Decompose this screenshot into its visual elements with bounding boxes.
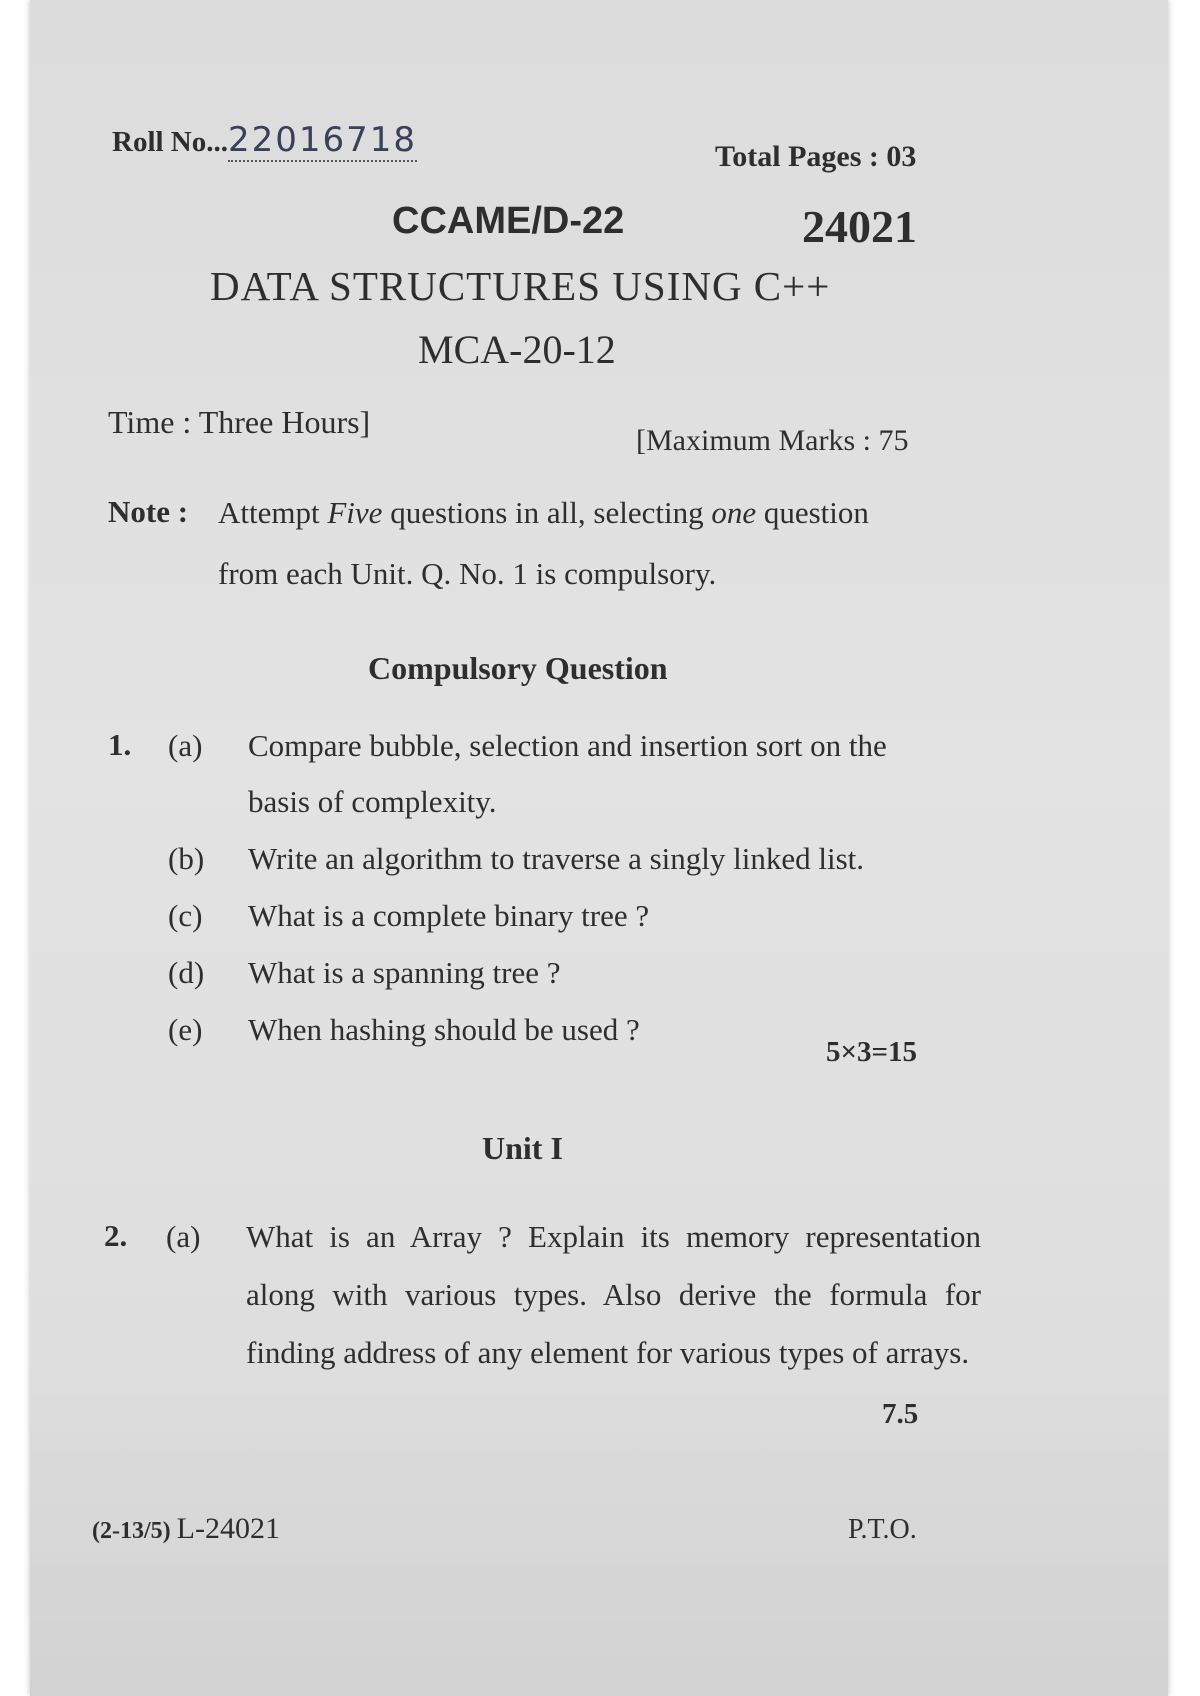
roll-label: Roll No. — [112, 126, 214, 158]
roll-dots: .. — [213, 126, 228, 158]
maximum-marks: [Maximum Marks : 75 — [636, 424, 909, 457]
roll-value: 22016718 — [228, 120, 418, 160]
exam-paper-page — [30, 0, 1168, 1696]
q1-part-d-label: (d) — [168, 955, 205, 990]
q2-marks: 7.5 — [882, 1398, 919, 1430]
paper-number: 24021 — [802, 201, 917, 252]
q1-part-a-text: Compare bubble, selection and insertion sort on the — [248, 728, 887, 763]
q1-part-e-label: (e) — [168, 1012, 203, 1047]
exam-code: CCAME/D-22 — [392, 200, 625, 242]
q2-part-a-text: What is an Array ? Explain its memory representation along with various types. Also derive the formula for finding address of any element for various types of arrays. — [246, 1219, 981, 1370]
q1-part-b-label: (b) — [168, 841, 205, 876]
total-pages: Total Pages : 03 — [715, 140, 917, 173]
q2-part-a-label: (a) — [166, 1219, 201, 1254]
subject-title: DATA STRUCTURES USING C++ — [210, 263, 831, 309]
q1-part-c-text: What is a complete binary tree ? — [248, 898, 650, 933]
note-text: question — [756, 495, 869, 530]
note-text: questions in all, selecting — [382, 495, 712, 530]
note-line-2: from each Unit. Q. No. 1 is compulsory. — [218, 556, 717, 591]
q1-marks: 5×3=15 — [826, 1036, 918, 1068]
roll-number-field — [112, 120, 417, 160]
footer-print-code — [92, 1512, 280, 1546]
q1-part-a-text-cont: basis of complexity. — [248, 784, 497, 819]
question-1-number: 1. — [108, 727, 132, 762]
exam-time: Time : Three Hours] — [108, 404, 371, 440]
unit-1-heading: Unit I — [482, 1130, 563, 1166]
q1-part-c-label: (c) — [168, 898, 203, 933]
compulsory-heading: Compulsory Question — [368, 650, 668, 686]
note-emphasis-five: Five — [327, 495, 383, 530]
q1-part-d-text: What is a spanning tree ? — [248, 955, 561, 990]
question-2-number: 2. — [104, 1218, 128, 1253]
note-text: Attempt — [218, 495, 328, 530]
footer-ref: L-24021 — [176, 1512, 280, 1545]
q1-part-e-text: When hashing should be used ? — [248, 1012, 640, 1047]
q1-part-b-text: Write an algorithm to traverse a singly linked list. — [248, 841, 865, 876]
footer-code: (2-13/5) — [92, 1518, 171, 1544]
q1-part-a-label: (a) — [168, 728, 203, 763]
note-line-1 — [218, 484, 869, 542]
course-code: MCA-20-12 — [418, 327, 616, 372]
note-label: Note : — [108, 494, 189, 529]
page-turn-over: P.T.O. — [848, 1514, 917, 1545]
note-emphasis-one: one — [711, 495, 757, 530]
